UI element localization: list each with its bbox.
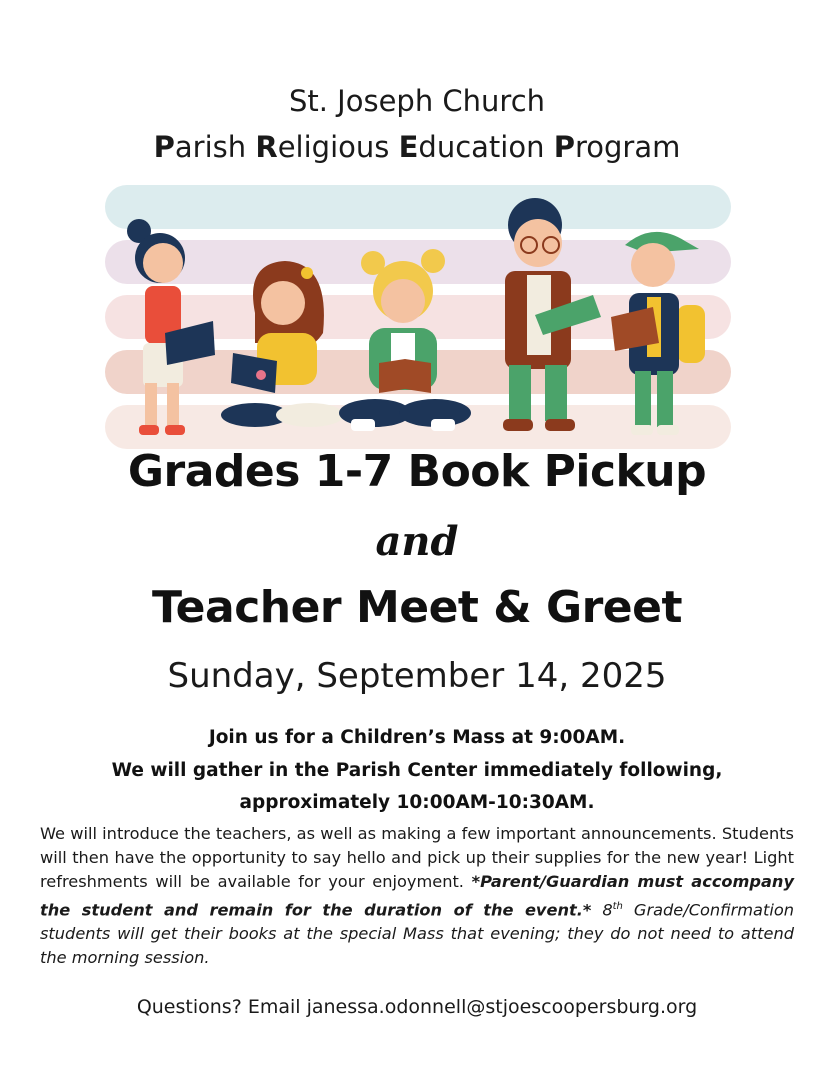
- time-window-line: approximately 10:00AM-10:30AM.: [239, 792, 595, 813]
- grade-suffix: th: [612, 900, 623, 912]
- headline-connector: and: [375, 518, 459, 565]
- event-date: Sunday, September 14, 2025: [167, 656, 667, 696]
- headline-meet-greet: Teacher Meet & Greet: [151, 582, 682, 633]
- children-reading-illustration: [105, 183, 731, 453]
- program-word-education: ducation: [418, 130, 554, 164]
- program-word-program: rogram: [574, 130, 681, 164]
- mass-time-line: Join us for a Children’s Mass at 9:00AM.: [208, 727, 626, 748]
- child-figure-4: [503, 198, 601, 431]
- stripe-1: [105, 185, 731, 229]
- headline-book-pickup: Grades 1-7 Book Pickup: [127, 446, 707, 497]
- description-text: We will introduce the teachers, as well as making a few important announcements. Students will then have the opportunity to say hello and pick up their supplies for the new year! Light refreshments will be available for your enjoyment.: [40, 824, 794, 892]
- contact-email: Questions? Email janessa.odonnell@stjoescoopersburg.org: [136, 996, 698, 1018]
- program-initial-p: P: [153, 130, 175, 164]
- program-name: [0, 130, 834, 164]
- gathering-line: We will gather in the Parish Center immediately following,: [111, 760, 723, 781]
- program-initial-p2: P: [553, 130, 575, 164]
- program-initial-r: R: [255, 130, 278, 164]
- grade-number: 8: [591, 900, 613, 919]
- program-word-religious: eligious: [277, 130, 399, 164]
- program-word-parish: arish: [174, 130, 256, 164]
- guardian-notice: *Parent/Guardian must accompany the student and remain for the duration of the event.*: [40, 872, 794, 919]
- description-paragraph: [40, 822, 794, 971]
- program-initial-e: E: [398, 130, 419, 164]
- child-figure-2: [221, 261, 344, 427]
- confirmation-note: Grade/Confirmation students will get their books at the special Mass that evening; they do not need to attend the morning session.: [40, 900, 794, 968]
- church-name: St. Joseph Church: [288, 84, 546, 118]
